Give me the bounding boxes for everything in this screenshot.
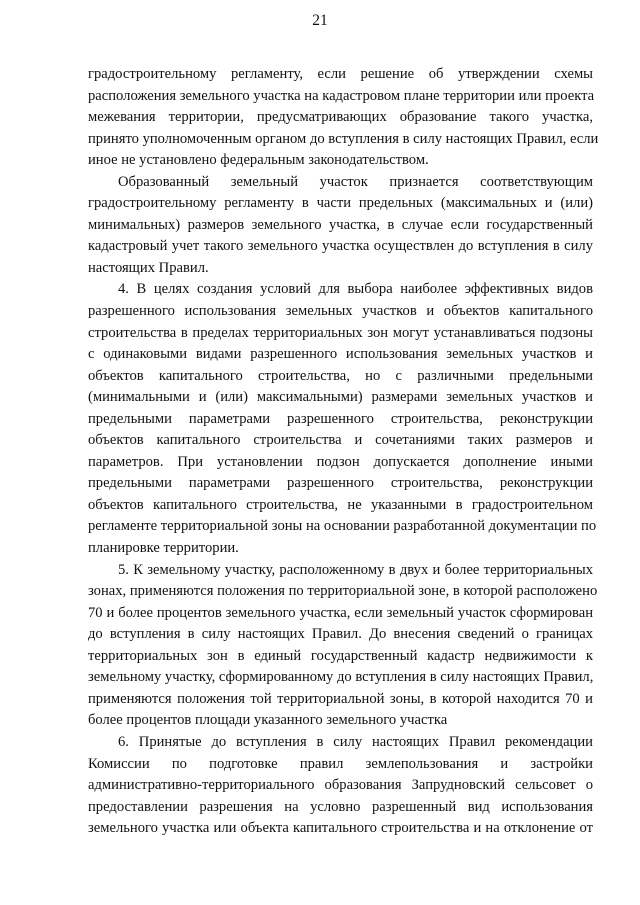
text-line: 70 и более процентов земельного участка, если земельный участок сформирован xyxy=(88,604,593,621)
paragraph xyxy=(88,64,599,172)
text-line: объектов капитального строительства, не указанными в градостроительном xyxy=(88,496,593,513)
text-line: земельному участку, сформированному до вступления в силу настоящих Правил, xyxy=(88,669,594,686)
text-line: территориальных зон в единый государственный кадастр недвижимости к xyxy=(88,647,593,664)
text-line: планировке территории. xyxy=(88,540,239,557)
text-line: применяются положения той территориальной зоны, в которой находится 70 и xyxy=(88,690,593,707)
text-line: настоящих Правил. xyxy=(88,259,209,276)
text-line: кадастровый учет такого земельного участка осуществлен до вступления в силу xyxy=(88,238,593,255)
text-line: предоставлении разрешения на условно разрешенный вид использования xyxy=(88,798,593,815)
text-line: регламенте территориальной зоны на основании разработанной документации по xyxy=(88,518,597,535)
text-line: Комиссии по подготовке правил землепользования и застройки xyxy=(88,755,593,772)
text-line: земельного участка или объекта капитального строительства и на отклонение от xyxy=(88,820,593,837)
paragraph xyxy=(88,732,593,840)
text-line: 6. Принятые до вступления в силу настоящих Правил рекомендации xyxy=(118,733,593,750)
text-line: минимальных) размеров земельного участка, в случае если государственный xyxy=(88,216,593,233)
text-line: предельными параметрами разрешенного строительства, реконструкции xyxy=(88,475,593,492)
text-line: зонах, применяются положения по территориальной зоне, в которой расположено xyxy=(88,583,598,600)
text-line: объектов капитального строительства, но с различными предельными xyxy=(88,367,593,384)
text-line: иное не установлено федеральным законодательством. xyxy=(88,152,429,169)
text-line: административно-территориального образования Запрудновский сельсовет о xyxy=(88,777,593,794)
text-line: до вступления в силу настоящих Правил. До внесения сведений о границах xyxy=(88,626,593,643)
text-line: расположения земельного участка на кадастровом плане территории или проекта xyxy=(88,87,595,104)
text-line: с одинаковыми видами разрешенного использования земельных участков и xyxy=(88,346,593,363)
text-line: разрешенного использования земельных участков и объектов капитального xyxy=(88,303,593,320)
text-line: 5. К земельному участку, расположенному в двух и более территориальных xyxy=(118,561,593,578)
text-line: строительства в пределах территориальных зон могут устанавливаться подзоны xyxy=(88,324,593,341)
text-line: градостроительному регламенту в части предельных (максимальных и (или) xyxy=(88,195,593,212)
paragraph xyxy=(88,172,593,280)
page-number: 21 xyxy=(312,12,328,29)
document-body xyxy=(88,64,599,840)
text-line: Образованный земельный участок признается соответствующим xyxy=(118,173,593,190)
text-line: (минимальными и (или) максимальными) размерами земельных участков и xyxy=(88,389,593,406)
paragraph xyxy=(88,279,597,559)
text-line: объектов капитального строительства и сочетаниями таких размеров и xyxy=(88,432,593,449)
text-line: параметров. При установлении подзон допускается дополнение иными xyxy=(88,453,593,470)
text-line: градостроительному регламенту, если решение об утверждении схемы xyxy=(88,66,593,82)
text-line: межевания территории, предусматривающих образование такого участка, xyxy=(88,109,593,126)
paragraph xyxy=(88,560,598,732)
text-line: более процентов площади указанного земельного участка xyxy=(88,712,448,729)
text-line: предельными параметрами разрешенного строительства, реконструкции xyxy=(88,410,593,427)
text-line: принято уполномоченным органом до вступления в силу настоящих Правил, если xyxy=(88,130,599,147)
text-line: 4. В целях создания условий для выбора наиболее эффективных видов xyxy=(118,281,593,298)
